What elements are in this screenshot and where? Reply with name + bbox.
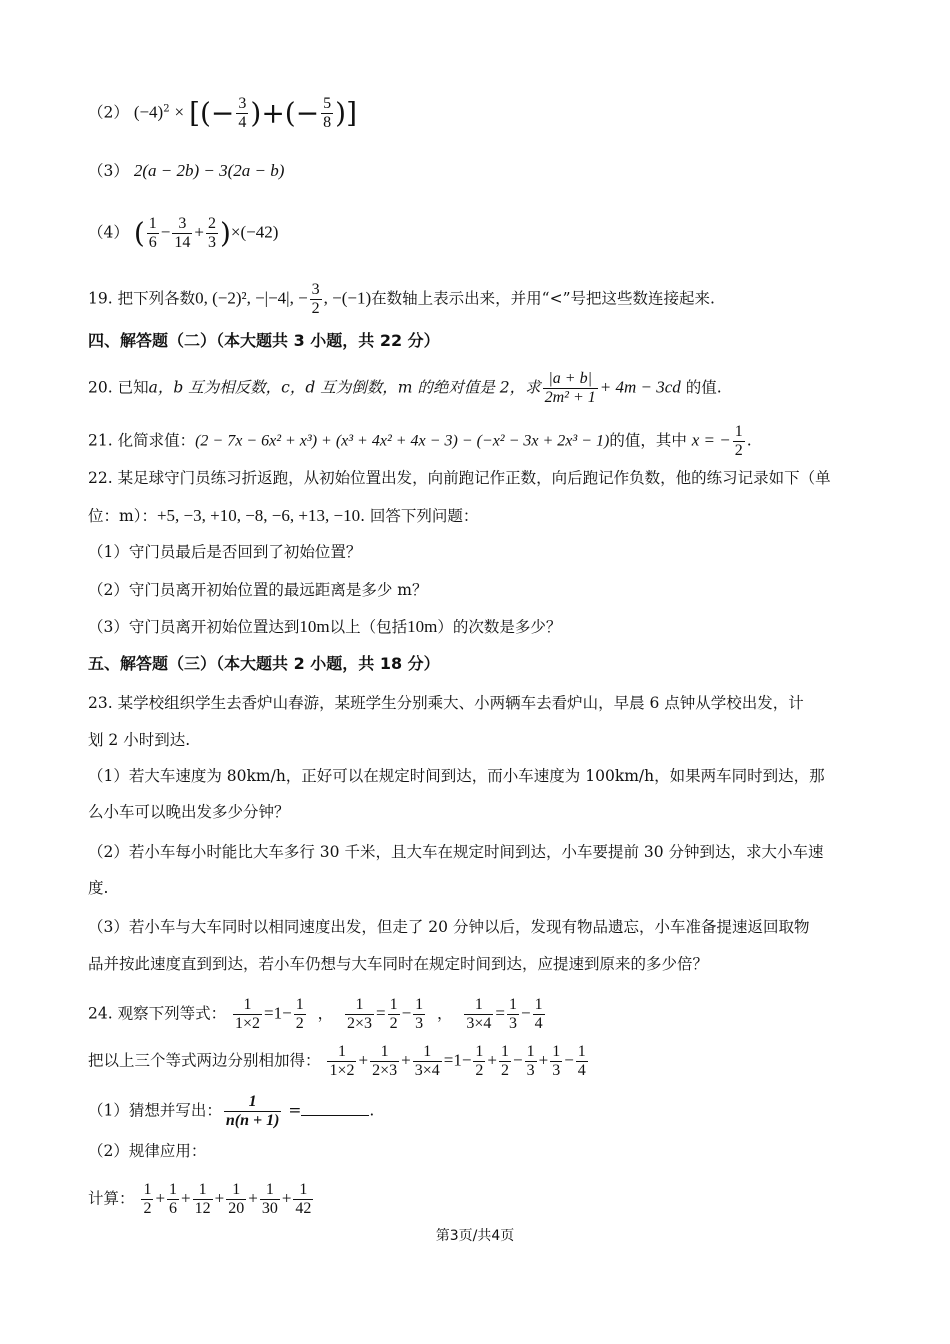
q23-1b: 么小车可以晚出发多少分钟？ [88, 803, 290, 821]
q18-2: （2） $(-4)^2$ × [(− $\frac{3}{4}$ )+(− $\frac{5}{8}$ )] [88, 95, 358, 131]
q18-4-label: （4） [88, 223, 129, 242]
q22-line1: 22. 某足球守门员练习折返跑，从初始位置出发，向前跑记作正数，向后跑记作负数，他的练习记录如下（单 [88, 469, 831, 487]
answer-blank [301, 1101, 369, 1116]
q24-2: （2）规律应用： [88, 1142, 207, 1160]
q22-2: （2）守门员离开初始位置的最远距离是多少 m？ [88, 581, 428, 599]
q18-2-frac2: $\frac{5}{8}$ [323, 95, 332, 131]
q18-3-label: （3） [88, 162, 129, 180]
q22-records: +5, −3, +10, −8, −6, +13, −10 [156, 506, 361, 525]
q24-1: （1）猜想并写出： $\frac{1}{n(n + 1)}$ = . [88, 1093, 375, 1129]
q19: 19. 把下列各数0, (−2)², −|−4|, − $\frac{3}{2}$ , −(−1)在数轴上表示出来，并用“<”号把这些数连接起来. [88, 281, 715, 317]
q23-1a: （1）若大车速度为 80km/h，正好可以在规定时间到达，而小车速度为 100km/h，如果两车同时到达，那 [88, 767, 825, 785]
q24-observe: 24. 观察下列等式： $\frac{1}{1\times 2}$ =1− $\frac{1}{2}$ ， $\frac{1}{2\times 3}$ = $\frac{1}{2}$ − $\frac{1}{3}$ ， $\frac{1}{3\times 4}$ = $\frac{1}{3}$ − $\frac{1}{4}$ [88, 996, 543, 1032]
page-footer: 第3页/共4页 [435, 1228, 515, 1244]
q18-4: （4） ( $\frac{1}{6}$ − $\frac{3}{14}$ + $\frac{2}{3}$ )×(−42) [88, 215, 279, 251]
q23-line1: 23. 某学校组织学生去香炉山春游，某班学生分别乘大、小两辆车去看炉山，早晨 6 点钟从学校出发，计 [88, 694, 804, 712]
section-5-heading: 五、解答题（三）（本大题共 2 小题，共 18 分） [88, 654, 440, 673]
q22-3: （3）守门员离开初始位置达到10m以上（包括10m）的次数是多少？ [88, 617, 562, 636]
q18-2-exp: 2 [163, 103, 170, 115]
q18-3-expr: 2(a − 2b) − 3(2a − b) [133, 161, 285, 180]
q19-numbers: 0, (−2)², −|−4|, − [195, 288, 308, 308]
q23-line2: 划 2 小时到达. [88, 731, 191, 749]
q18-2-label: （2） [88, 103, 129, 122]
q20: 20. 已知a，b 互为相反数，c，d 互为倒数，m 的绝对值是 2，求 $\frac{|a + b|}{\text{2m² + 1}}$ + 4m − 3cd 的值. [88, 370, 722, 406]
q18-4-tail: ×(−42) [230, 222, 279, 242]
q23-3a: （3）若小车与大车同时以相同速度出发，但走了 20 分钟以后，发现有物品遗忘，小车准备提速返回取物 [88, 918, 810, 936]
q22-line2: 位：m）：+5, −3, +10, −8, −6, +13, −10. 回答下列问题： [88, 506, 479, 525]
q23-2b: 度. [88, 879, 109, 897]
q24-sum: 把以上三个等式两边分别相加得： $\frac{1}{1\times 2}$ + $\frac{1}{2\times 3}$ + $\frac{1}{3\times 4}$ =1− $\frac{1}{2}$ + $\frac{1}{2}$ − $\frac{1}{3}$ + $\frac{1}{3}$ − $\frac{1}{4}$ [88, 1043, 586, 1079]
q21-expr: (2 − 7x − 6x² + x³) + (x³ + 4x² + 4x − 3) − (−x² − 3x + 2x³ − 1) [195, 432, 610, 450]
q18-2-base: (−4) [133, 102, 164, 122]
q24-calc: 计算： $\frac{1}{2}$ + $\frac{1}{6}$ + $\frac{1}{12}$ + $\frac{1}{20}$ + $\frac{1}{30}$ + $\frac{1}{42}$ [88, 1181, 312, 1217]
q18-2-frac1: $\frac{3}{4}$ [238, 95, 247, 131]
q18-3 [88, 160, 880, 182]
q21: 21. 化简求值：(2 − 7x − 6x² + x³) + (x³ + 4x² + 4x − 3) − (−x² − 3x + 2x³ − 1)的值，其中 x = − $\frac{1}{2}$ . [88, 423, 752, 459]
q18-2-times: × [174, 102, 185, 122]
section-4-heading: 四、解答题（二）（本大题共 3 小题，共 22 分） [88, 331, 440, 350]
q23-2a: （2）若小车每小时能比大车多行 30 千米，且大车在规定时间到达，小车要提前 30 分钟到达，求大小车速 [88, 843, 824, 861]
q22-1: （1）守门员最后是否回到了初始位置？ [88, 543, 362, 561]
q23-3b: 品并按此速度直到到达，若小车仍想与大车同时在规定时间到达，应提速到原来的多少倍？ [88, 955, 709, 973]
